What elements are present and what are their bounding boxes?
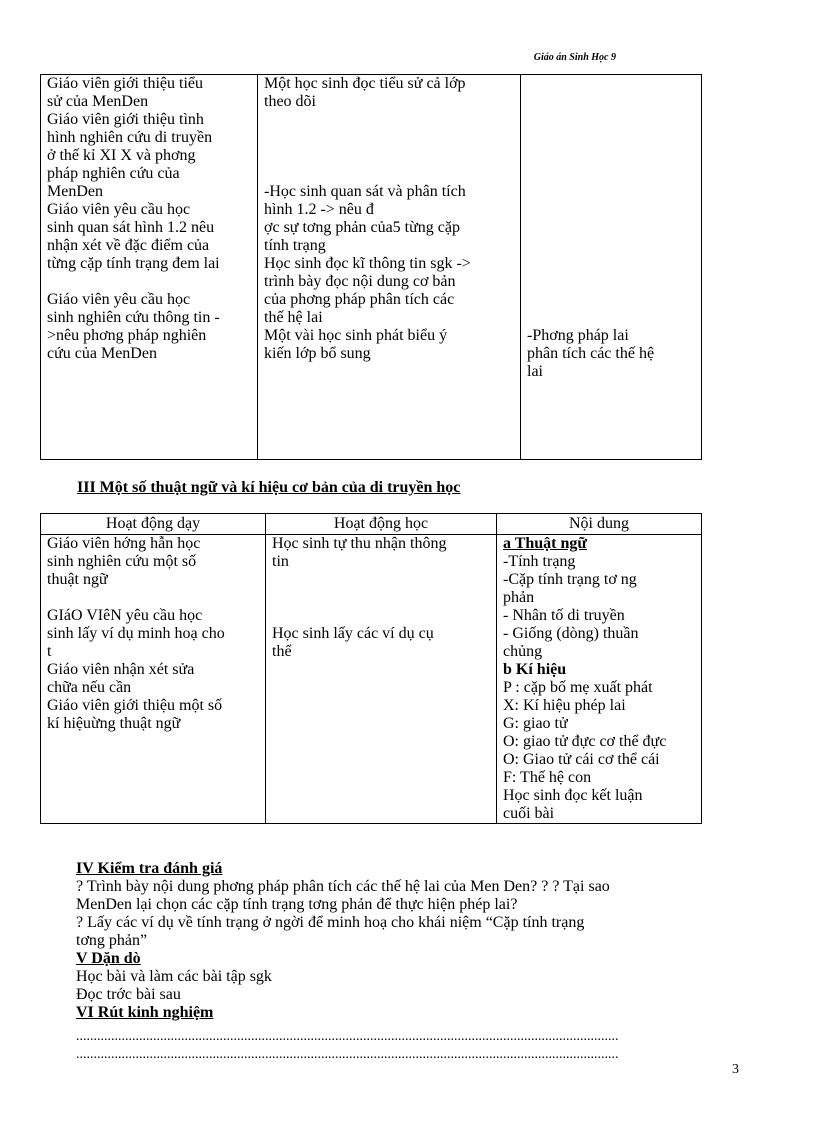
text-line: Giáo viên yêu cầu học (47, 291, 191, 308)
text-line: phản (503, 589, 535, 606)
text-line: MenDen (47, 183, 103, 200)
text-line (272, 571, 490, 589)
text-line: thuật ngữ (47, 571, 108, 588)
text-line (527, 111, 695, 129)
text-line: chủng (503, 643, 543, 660)
text-line (527, 237, 695, 255)
text-line: Học sinh đọc kĩ thông tin sgk -> (264, 255, 471, 272)
text-line: Giáo viên giới thiệu tiểu (47, 75, 203, 92)
section-3-title: III Một số thuật ngữ và kí hiệu cơ bản của di truyền học (77, 479, 461, 496)
text-line: t (47, 643, 52, 660)
text-line: sinh nghiên cứu thông tin - (47, 309, 220, 326)
text-line (527, 129, 695, 147)
text-line: Một học sinh đọc tiểu sử cả lớp (264, 75, 466, 92)
teacher-activity-cell (41, 75, 258, 460)
text-line: Một vài học sinh phát biểu ý (264, 327, 448, 344)
terms-heading: a Thuật ngữ (503, 535, 588, 552)
text-line: thể (272, 643, 292, 660)
text-line: -Học sinh quan sát và phân tích (264, 183, 466, 200)
header-teaching: Hoạt động dạy (41, 514, 266, 535)
text-line: X: Kí hiệu phép lai (503, 697, 626, 714)
text-line: sinh quan sát hình 1.2 nêu (47, 219, 215, 236)
text-line: >nêu phơng pháp nghiên (47, 327, 207, 344)
text-line: F: Thế hệ con (503, 769, 592, 786)
text-line: từng cặp tính trạng đem lai (47, 255, 220, 272)
section-5-title: V Dặn dò (76, 950, 141, 967)
text-line: cuối bài (503, 805, 555, 822)
text-line (47, 589, 259, 607)
text-line: sinh nghiên cứu một số (47, 553, 197, 570)
symbols-heading: b Kí hiệu (503, 661, 567, 678)
text-line: Giáo viên giới thiệu tình (47, 111, 204, 128)
content-cell (497, 535, 702, 824)
section-4-title: IV Kiểm tra đánh giá (76, 860, 223, 877)
text-line: Đọc trớc bài sau (76, 986, 181, 1003)
text-line: - Nhân tố di truyền (503, 607, 625, 624)
text-line: MenDen lại chọn các cặp tính trạng tơng phản để thực hiện phép lai? (76, 896, 518, 913)
text-line (264, 111, 514, 129)
text-line (527, 75, 695, 93)
text-line: ? Trình bày nội dung phơng pháp phân tích các thế hệ lai của Men Den? ? ? Tại sao (76, 878, 610, 895)
text-line: Giáo viên giới thiệu một số (47, 697, 223, 714)
text-line: tính trạng (264, 237, 326, 254)
text-line (264, 147, 514, 165)
text-line (527, 165, 695, 183)
text-line: tin (272, 553, 289, 570)
text-line: GIáO VIêN yêu cầu học (47, 607, 203, 624)
text-line (527, 147, 695, 165)
text-line: theo dõi (264, 93, 316, 110)
text-line: của phơng pháp phân tích các (264, 291, 455, 308)
text-line: Giáo viên yêu cầu học (47, 201, 191, 218)
text-line: O: giao tử đực cơ thể đực (503, 733, 667, 750)
teacher-activity-cell (41, 535, 266, 824)
text-line: phân tích các thế hệ (527, 345, 655, 362)
text-line (527, 219, 695, 237)
page-number: 3 (732, 1062, 739, 1077)
text-line: O: Giao tử cái cơ thể cái (503, 751, 660, 768)
text-line (527, 201, 695, 219)
text-line (272, 607, 490, 625)
activity-table-2 (40, 513, 702, 824)
text-line: -Cặp tính trạng tơ ng (503, 571, 637, 588)
text-line (264, 129, 514, 147)
text-line: Học sinh đọc kết luận (503, 787, 643, 804)
notes-line-2: ........................................................................................................................................................... (76, 1048, 619, 1062)
content-cell (521, 75, 702, 460)
text-line (264, 165, 514, 183)
notes-line-1: ........................................................................................................................................................... (76, 1030, 619, 1044)
text-line (272, 589, 490, 607)
text-line: ợc sự tơng phản của5 từng cặp (264, 219, 460, 236)
text-line (527, 309, 695, 327)
text-line (527, 273, 695, 291)
text-line: sử của MenDen (47, 93, 149, 110)
text-line (527, 291, 695, 309)
text-line (47, 273, 251, 291)
text-line: Giáo viên nhận xét sửa (47, 661, 195, 678)
text-line: Giáo viên hớng hẫn học (47, 535, 201, 552)
activity-table-1 (40, 74, 702, 460)
text-line: ở thế kỉ XI X và phơng (47, 147, 196, 164)
text-line: thế hệ lai (264, 309, 323, 326)
text-line: chữa nếu cần (47, 679, 132, 696)
text-line (527, 183, 695, 201)
text-line: P : cặp bố mẹ xuất phát (503, 679, 653, 696)
text-line: sinh lấy ví dụ minh hoạ cho (47, 625, 225, 642)
text-line: Học sinh tự thu nhận thông (272, 535, 447, 552)
student-activity-cell (258, 75, 521, 460)
text-line: - Giống (dòng) thuần (503, 625, 639, 642)
section-6-title: VI Rút kinh nghiệm (76, 1004, 214, 1021)
text-line: kí hiệuừng thuật ngữ (47, 715, 181, 732)
text-line: hình 1.2 -> nêu đ (264, 201, 374, 218)
text-line: Học bài và làm các bài tập sgk (76, 968, 272, 985)
text-line (527, 255, 695, 273)
text-line (527, 93, 695, 111)
assessment-section (76, 860, 756, 1022)
text-line: lai (527, 363, 543, 380)
text-line: -Tính trạng (503, 553, 576, 570)
header-content: Nội dung (497, 514, 702, 535)
header-learning: Hoạt động học (266, 514, 497, 535)
text-line: G: giao tử (503, 715, 568, 732)
text-line: nhận xét về đặc điểm của (47, 237, 210, 254)
text-line: cứu của MenDen (47, 345, 157, 362)
text-line: trình bày đọc nội dung cơ bản (264, 273, 456, 290)
text-line: pháp nghiên cứu của (47, 165, 180, 182)
header-note: Giáo án Sinh Học 9 (533, 52, 616, 63)
text-line: ? Lấy các ví dụ về tính trạng ở ngời để minh hoạ cho khái niệm “Cặp tính trạng (76, 914, 585, 931)
text-line: kiến lớp bổ sung (264, 345, 371, 362)
text-line: hình nghiên cứu di truyền (47, 129, 213, 146)
text-line: Học sinh lấy các ví dụ cụ (272, 625, 434, 642)
student-activity-cell (266, 535, 497, 824)
text-line: -Phơng pháp lai (527, 327, 629, 344)
text-line: tơng phản” (76, 932, 148, 949)
